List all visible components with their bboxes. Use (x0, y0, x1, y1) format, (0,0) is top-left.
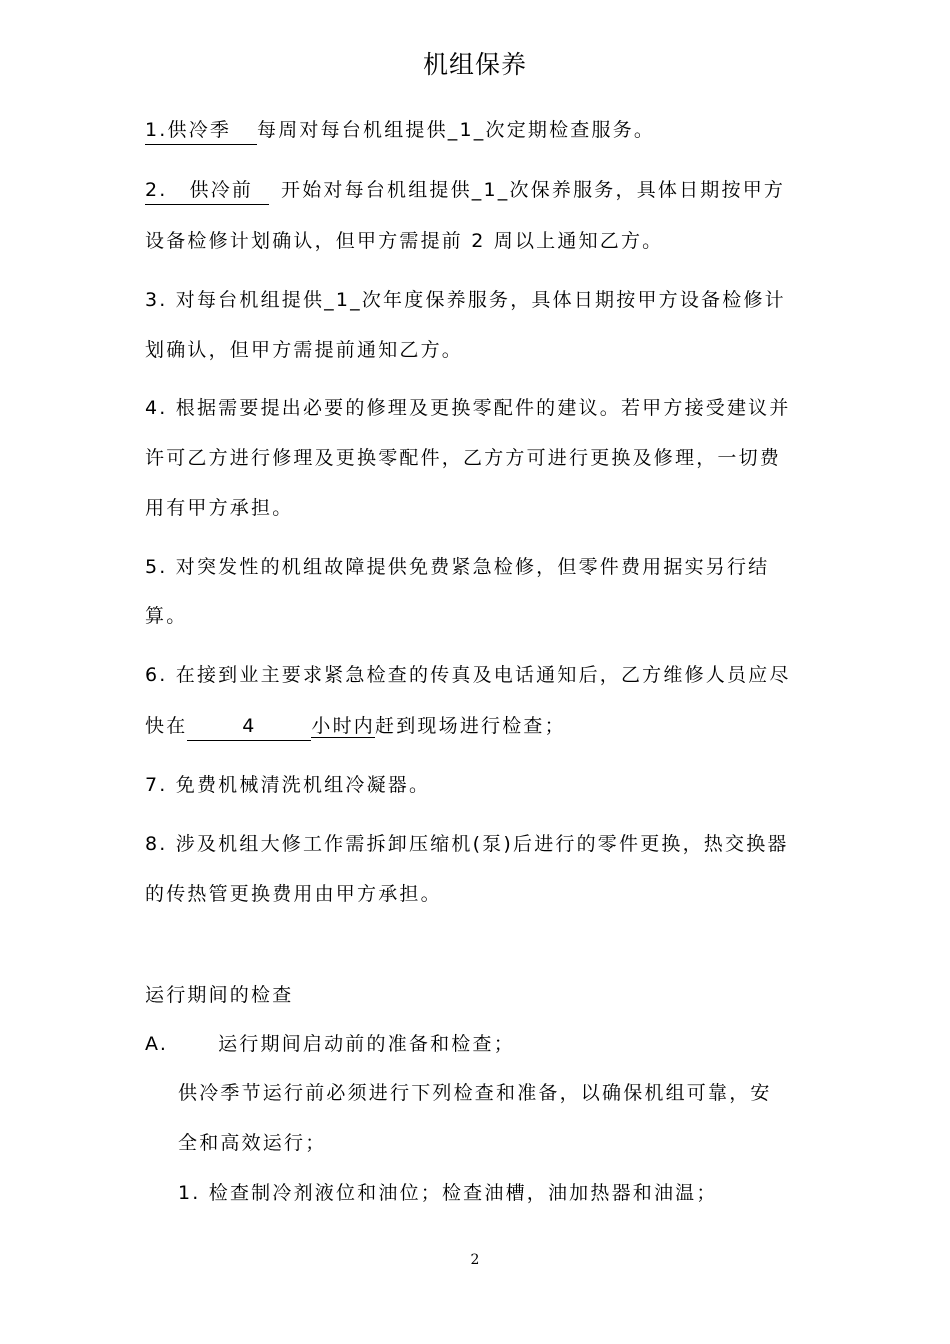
page-title: 机组保养 (422, 50, 527, 79)
item-6-text: 赶到现场进行检查； (375, 715, 566, 737)
item-1-text: 每周对每台机组提供_1_次定期检查服务。 (257, 119, 656, 141)
item-6-prefix: 快在 (145, 715, 188, 737)
page-number: 2 (470, 1252, 480, 1268)
check-item-1: 1. 检查制冷剂液位和油位；检查油槽，油加热器和油温； (178, 1182, 718, 1204)
section-paragraph-line-2: 全和高效运行； (178, 1132, 327, 1154)
section-a-line (145, 1029, 515, 1059)
item-4-line-2: 许可乙方进行修理及更换零配件，乙方方可进行更换及修理，一切费 (145, 447, 782, 469)
section-a-label: A. (145, 1033, 169, 1055)
item-5-line-1: 5. 对突发性的机组故障提供免费紧急检修，但零件费用据实另行结 (145, 556, 770, 578)
item-1-underlined-text: 供冷季 (167, 119, 232, 141)
item-2-underlined-text: 供冷前 (189, 179, 254, 201)
item-5-line-2: 算。 (145, 605, 188, 627)
item-3-line-2: 划确认，但甲方需提前通知乙方。 (145, 339, 464, 361)
item-1-line-1 (145, 115, 655, 145)
item-6-hours-unit: 小时内 (311, 715, 376, 737)
item-1-underlined-lead (145, 116, 257, 145)
item-6-line-1: 6. 在接到业主要求紧急检查的传真及电话通知后，乙方维修人员应尽 (145, 664, 791, 686)
item-8-line-1: 8. 涉及机组大修工作需拆卸压缩机(泵)后进行的零件更换，热交换器 (145, 833, 789, 855)
item-2-text: 开始对每台机组提供_1_次保养服务，具体日期按甲方 (281, 179, 786, 201)
item-6-line-2 (145, 711, 566, 741)
item-3-line-1: 3. 对每台机组提供_1_次年度保养服务，具体日期按甲方设备检修计 (145, 289, 786, 311)
section-a-text: 运行期间启动前的准备和检查； (218, 1033, 515, 1055)
item-7-line-1: 7. 免费机械清洗机组冷凝器。 (145, 774, 431, 796)
item-1-number: 1. (145, 119, 168, 141)
item-6-hours-value: 4 (187, 712, 311, 741)
section-paragraph-line-1: 供冷季节运行前必须进行下列检查和准备，以确保机组可靠，安 (178, 1082, 772, 1104)
item-2-line-1 (145, 175, 785, 205)
item-2-line-2: 设备检修计划确认，但甲方需提前 2 周以上通知乙方。 (145, 230, 664, 252)
section-heading: 运行期间的检查 (145, 984, 294, 1006)
item-4-line-1: 4. 根据需要提出必要的修理及更换零配件的建议。若甲方接受建议并 (145, 397, 791, 419)
item-2-number: 2. (145, 179, 168, 201)
item-8-line-2: 的传热管更换费用由甲方承担。 (145, 883, 442, 905)
item-2-underlined-lead (145, 176, 269, 205)
item-4-line-3: 用有甲方承担。 (145, 497, 294, 519)
